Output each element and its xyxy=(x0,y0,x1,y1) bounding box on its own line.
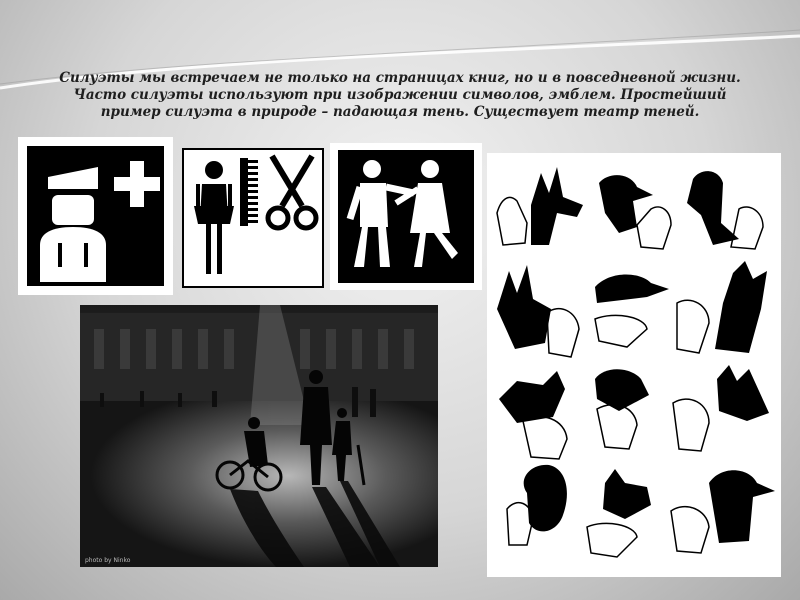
slide-caption xyxy=(40,70,760,121)
barber-pictogram-image xyxy=(182,148,324,288)
caption-line-1: Силуэты мы встречаем не только на страницах книг, но и в повседневной жизни. xyxy=(59,70,741,86)
couple-pictogram-image xyxy=(330,143,482,290)
caption-line-3: пример силуэта в природе – падающая тень. Существует театр теней. xyxy=(100,104,700,120)
caption-line-2: Часто силуэты используют при изображении символов, эмблем. Простейший xyxy=(73,87,727,103)
photo-credit: photo by Ninko xyxy=(85,557,131,564)
street-silhouette-photo xyxy=(80,305,438,567)
hand-shadow-animals-image xyxy=(487,153,781,577)
medic-pictogram-image xyxy=(18,137,173,295)
